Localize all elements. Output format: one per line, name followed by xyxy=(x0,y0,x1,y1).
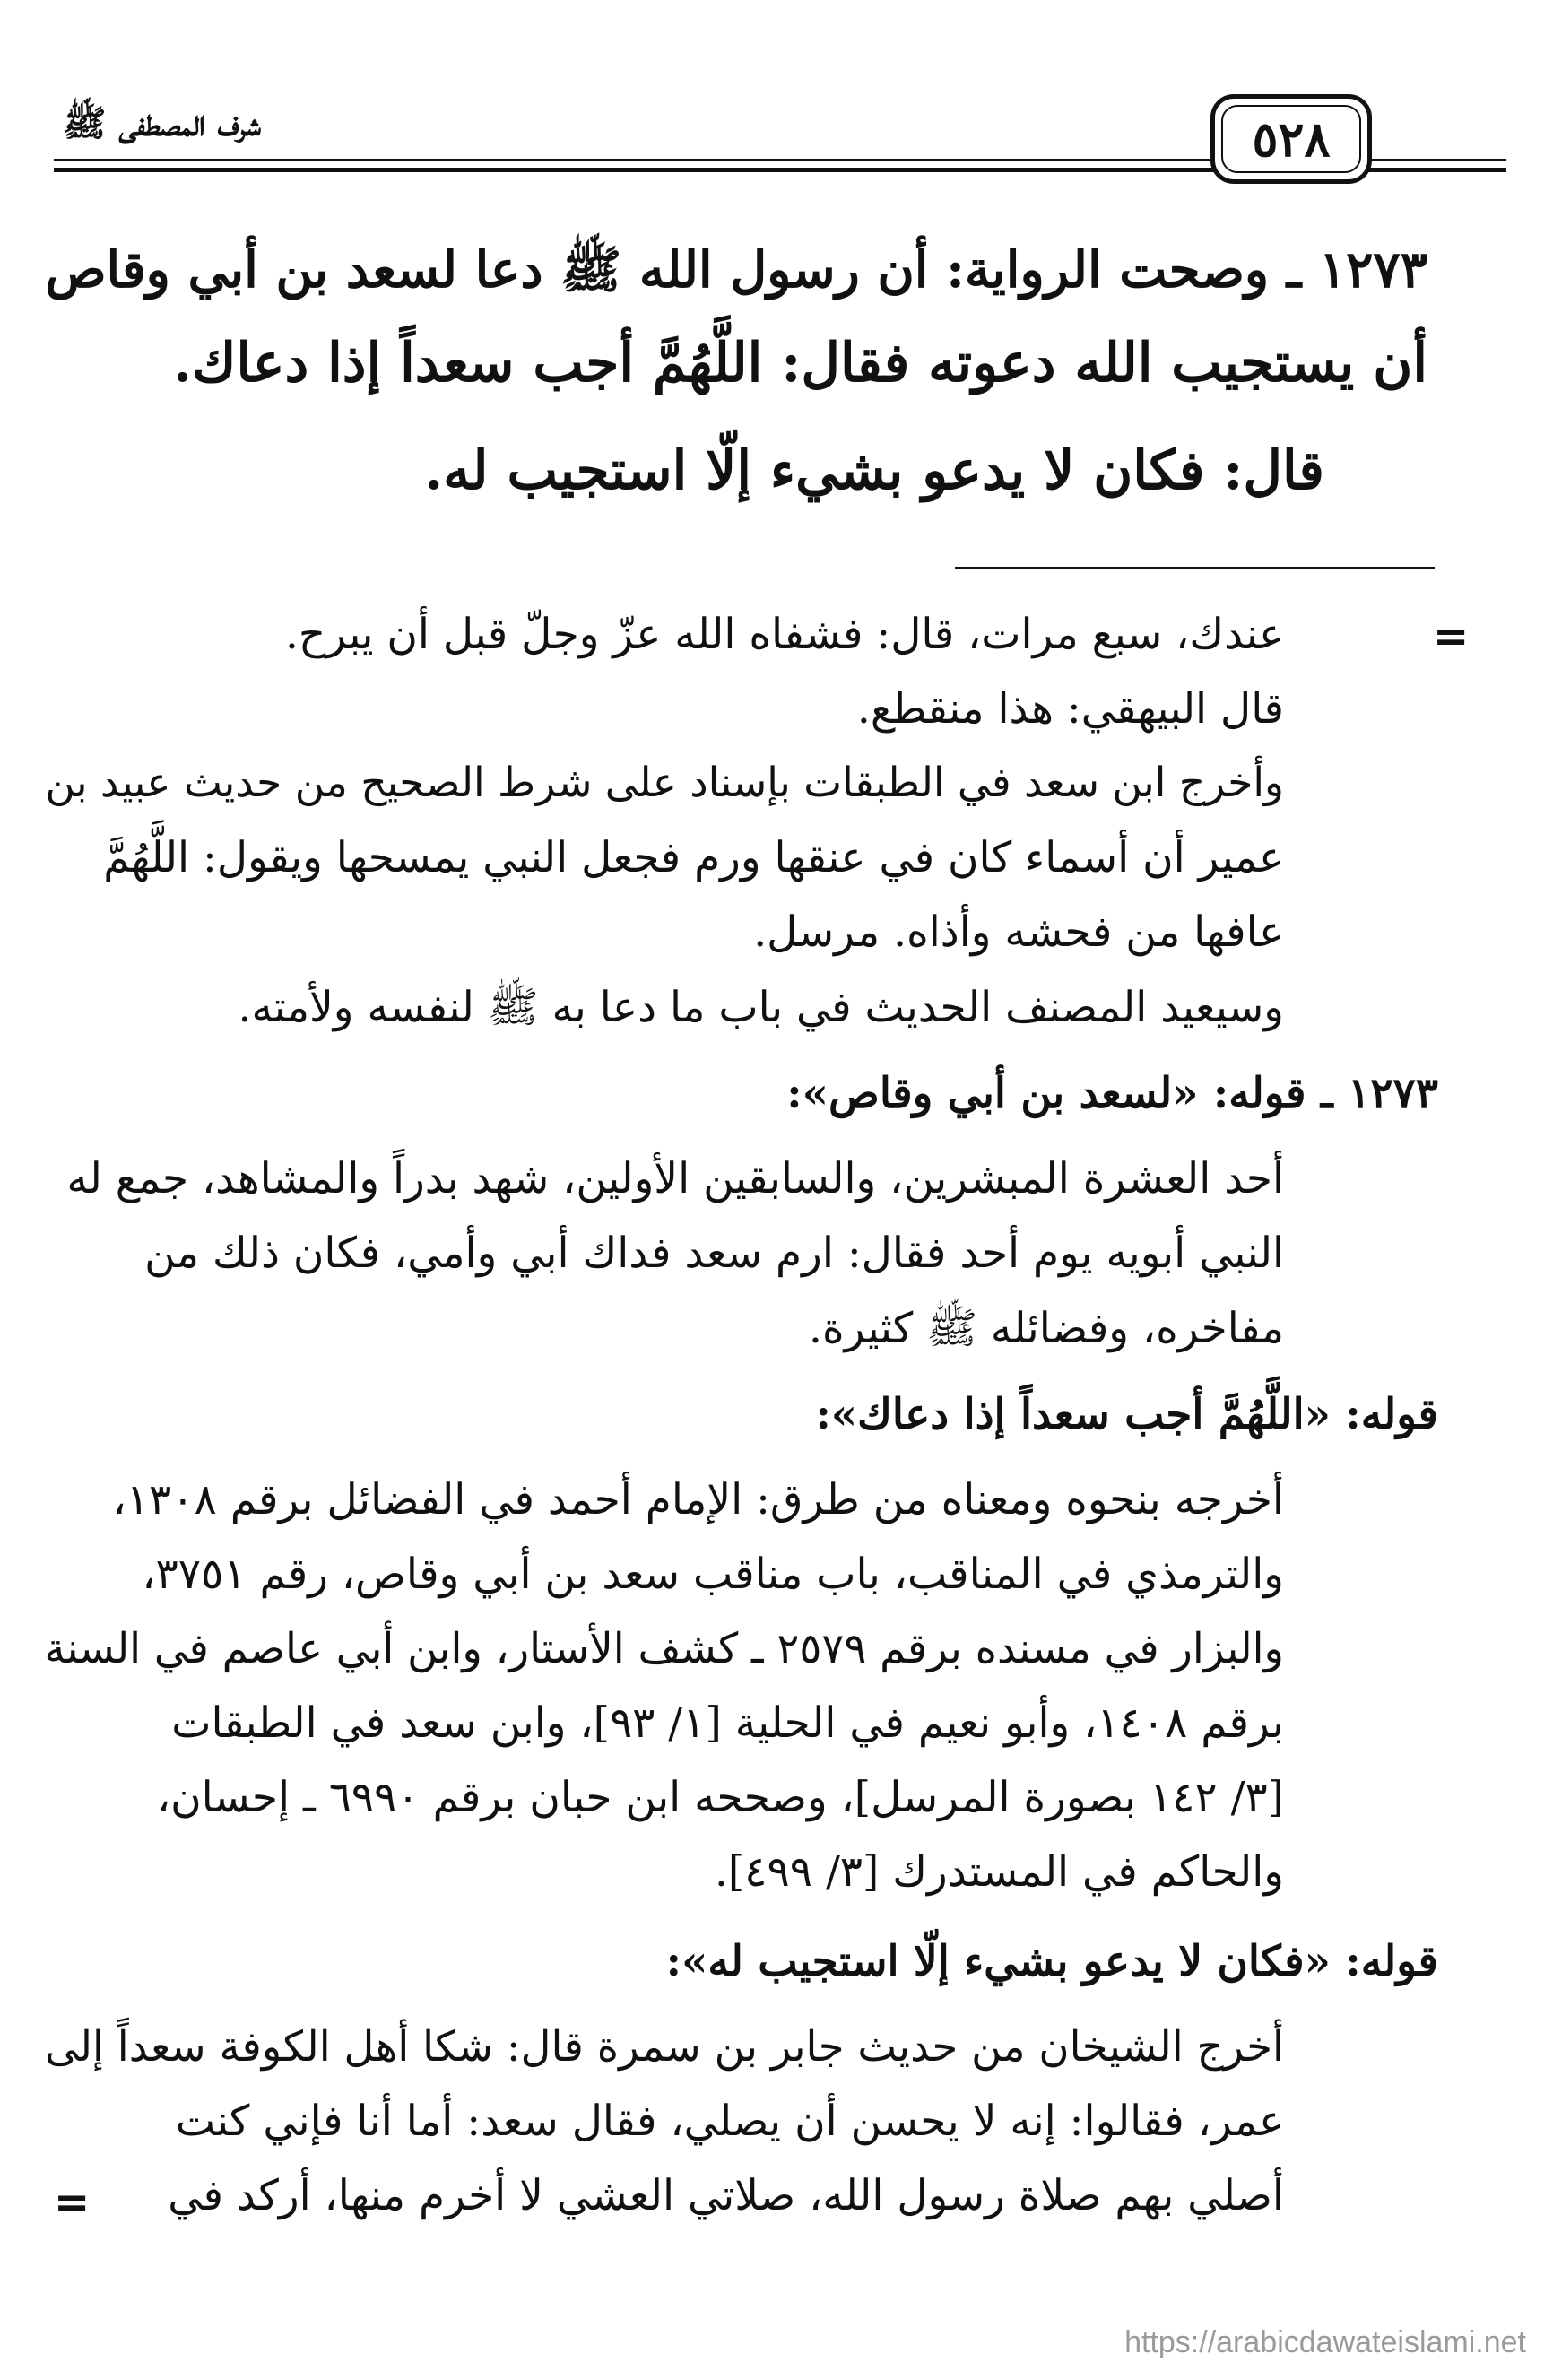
footnote-line: مفاخره، وفضائله ﷺ كثيرة. xyxy=(809,1304,1284,1353)
footnote-line: قال البيهقي: هذا منقطع. xyxy=(856,684,1284,734)
main-line: أن يستجيب الله دعوته فقال: اللَّهُمَّ أجب سعداً إذا دعاك. xyxy=(173,332,1427,395)
continuation-mark: = xyxy=(1433,612,1470,662)
footnote-line: عافها من فحشه وأذاه. مرسل. xyxy=(753,908,1284,957)
footnote-line: والبزار في مسنده برقم ٢٥٧٩ ـ كشف الأستار، وابن أبي عاصم في السنة xyxy=(44,1624,1284,1672)
footnote-line: برقم ١٤٠٨، وأبو نعيم في الحلية [١/ ٩٣]، وابن سعد في الطبقات xyxy=(171,1698,1284,1748)
footnote-line: والترمذي في المناقب، باب مناقب سعد بن أبي وقاص، رقم ٣٧٥١، xyxy=(142,1550,1284,1599)
footnote-line: أخرجه بنحوه ومعناه من طرق: الإمام أحمد في الفضائل برقم ١٣٠٨، xyxy=(112,1475,1284,1524)
footnote-line: وأخرج ابن سعد في الطبقات بإسناد على شرط الصحيح من حديث عبيد بن xyxy=(45,759,1284,806)
footnote-line: أخرج الشيخان من حديث جابر بن سمرة قال: شكا أهل الكوفة سعداً إلى xyxy=(44,2022,1284,2071)
main-line: ١٢٧٣ ـ وصحت الرواية: أن رسول الله ﷺ دعا لسعد بن أبي وقاص xyxy=(45,240,1427,300)
footnote-heading: ١٢٧٣ ـ قوله: «لسعد بن أبي وقاص»: xyxy=(786,1069,1438,1118)
book-title: شرف المصطفى ﷺ xyxy=(63,102,261,144)
footnote-heading: قوله: «فكان لا يدعو بشيء إلّا استجيب له»: xyxy=(665,1937,1438,1986)
continuation-mark: = xyxy=(54,2177,91,2228)
page-number-frame xyxy=(1210,94,1372,184)
footnote-line: وسيعيد المصنف الحديث في باب ما دعا به ﷺ لنفسه ولأمته. xyxy=(238,983,1284,1032)
page-number: ٥٢٨ xyxy=(1252,110,1331,168)
footnote-separator xyxy=(955,567,1435,569)
footnote-line: عمر، فقالوا: إنه لا يحسن أن يصلي، فقال سعد: أما أنا فإني كنت xyxy=(175,2097,1284,2146)
footnote-line: [٣/ ١٤٢ بصورة المرسل]، وصححه ابن حبان برقم ٦٩٩٠ ـ إحسان، xyxy=(156,1773,1284,1822)
footnote-line: النبي أبويه يوم أحد فقال: ارم سعد فداك أبي وأمي، فكان ذلك من xyxy=(144,1229,1284,1278)
main-line: قال: فكان لا يدعو بشيء إلّا استجيب له. xyxy=(424,439,1324,502)
footnote-heading: قوله: «اللَّهُمَّ أجب سعداً إذا دعاك»: xyxy=(815,1390,1438,1439)
footnote-line: عندك، سبع مرات، قال: فشفاه الله عزّ وجلّ قبل أن يبرح. xyxy=(284,610,1284,659)
footnote-line: والحاكم في المستدرك [٣/ ٤٩٩]. xyxy=(714,1847,1284,1897)
running-header xyxy=(54,85,1506,193)
site-watermark: https://arabicdawateislami.net xyxy=(1124,2325,1526,2359)
footnote-line: أحد العشرة المبشرين، والسابقين الأولين، شهد بدراً والمشاهد، جمع له xyxy=(66,1154,1284,1203)
footnote-line: أصلي بهم صلاة رسول الله، صلاتي العشي لا أخرم منها، أركد في xyxy=(168,2171,1284,2220)
footnote-line: عمير أن أسماء كان في عنقها ورم فجعل النبي يمسحها ويقول: اللَّهُمَّ xyxy=(103,833,1284,882)
